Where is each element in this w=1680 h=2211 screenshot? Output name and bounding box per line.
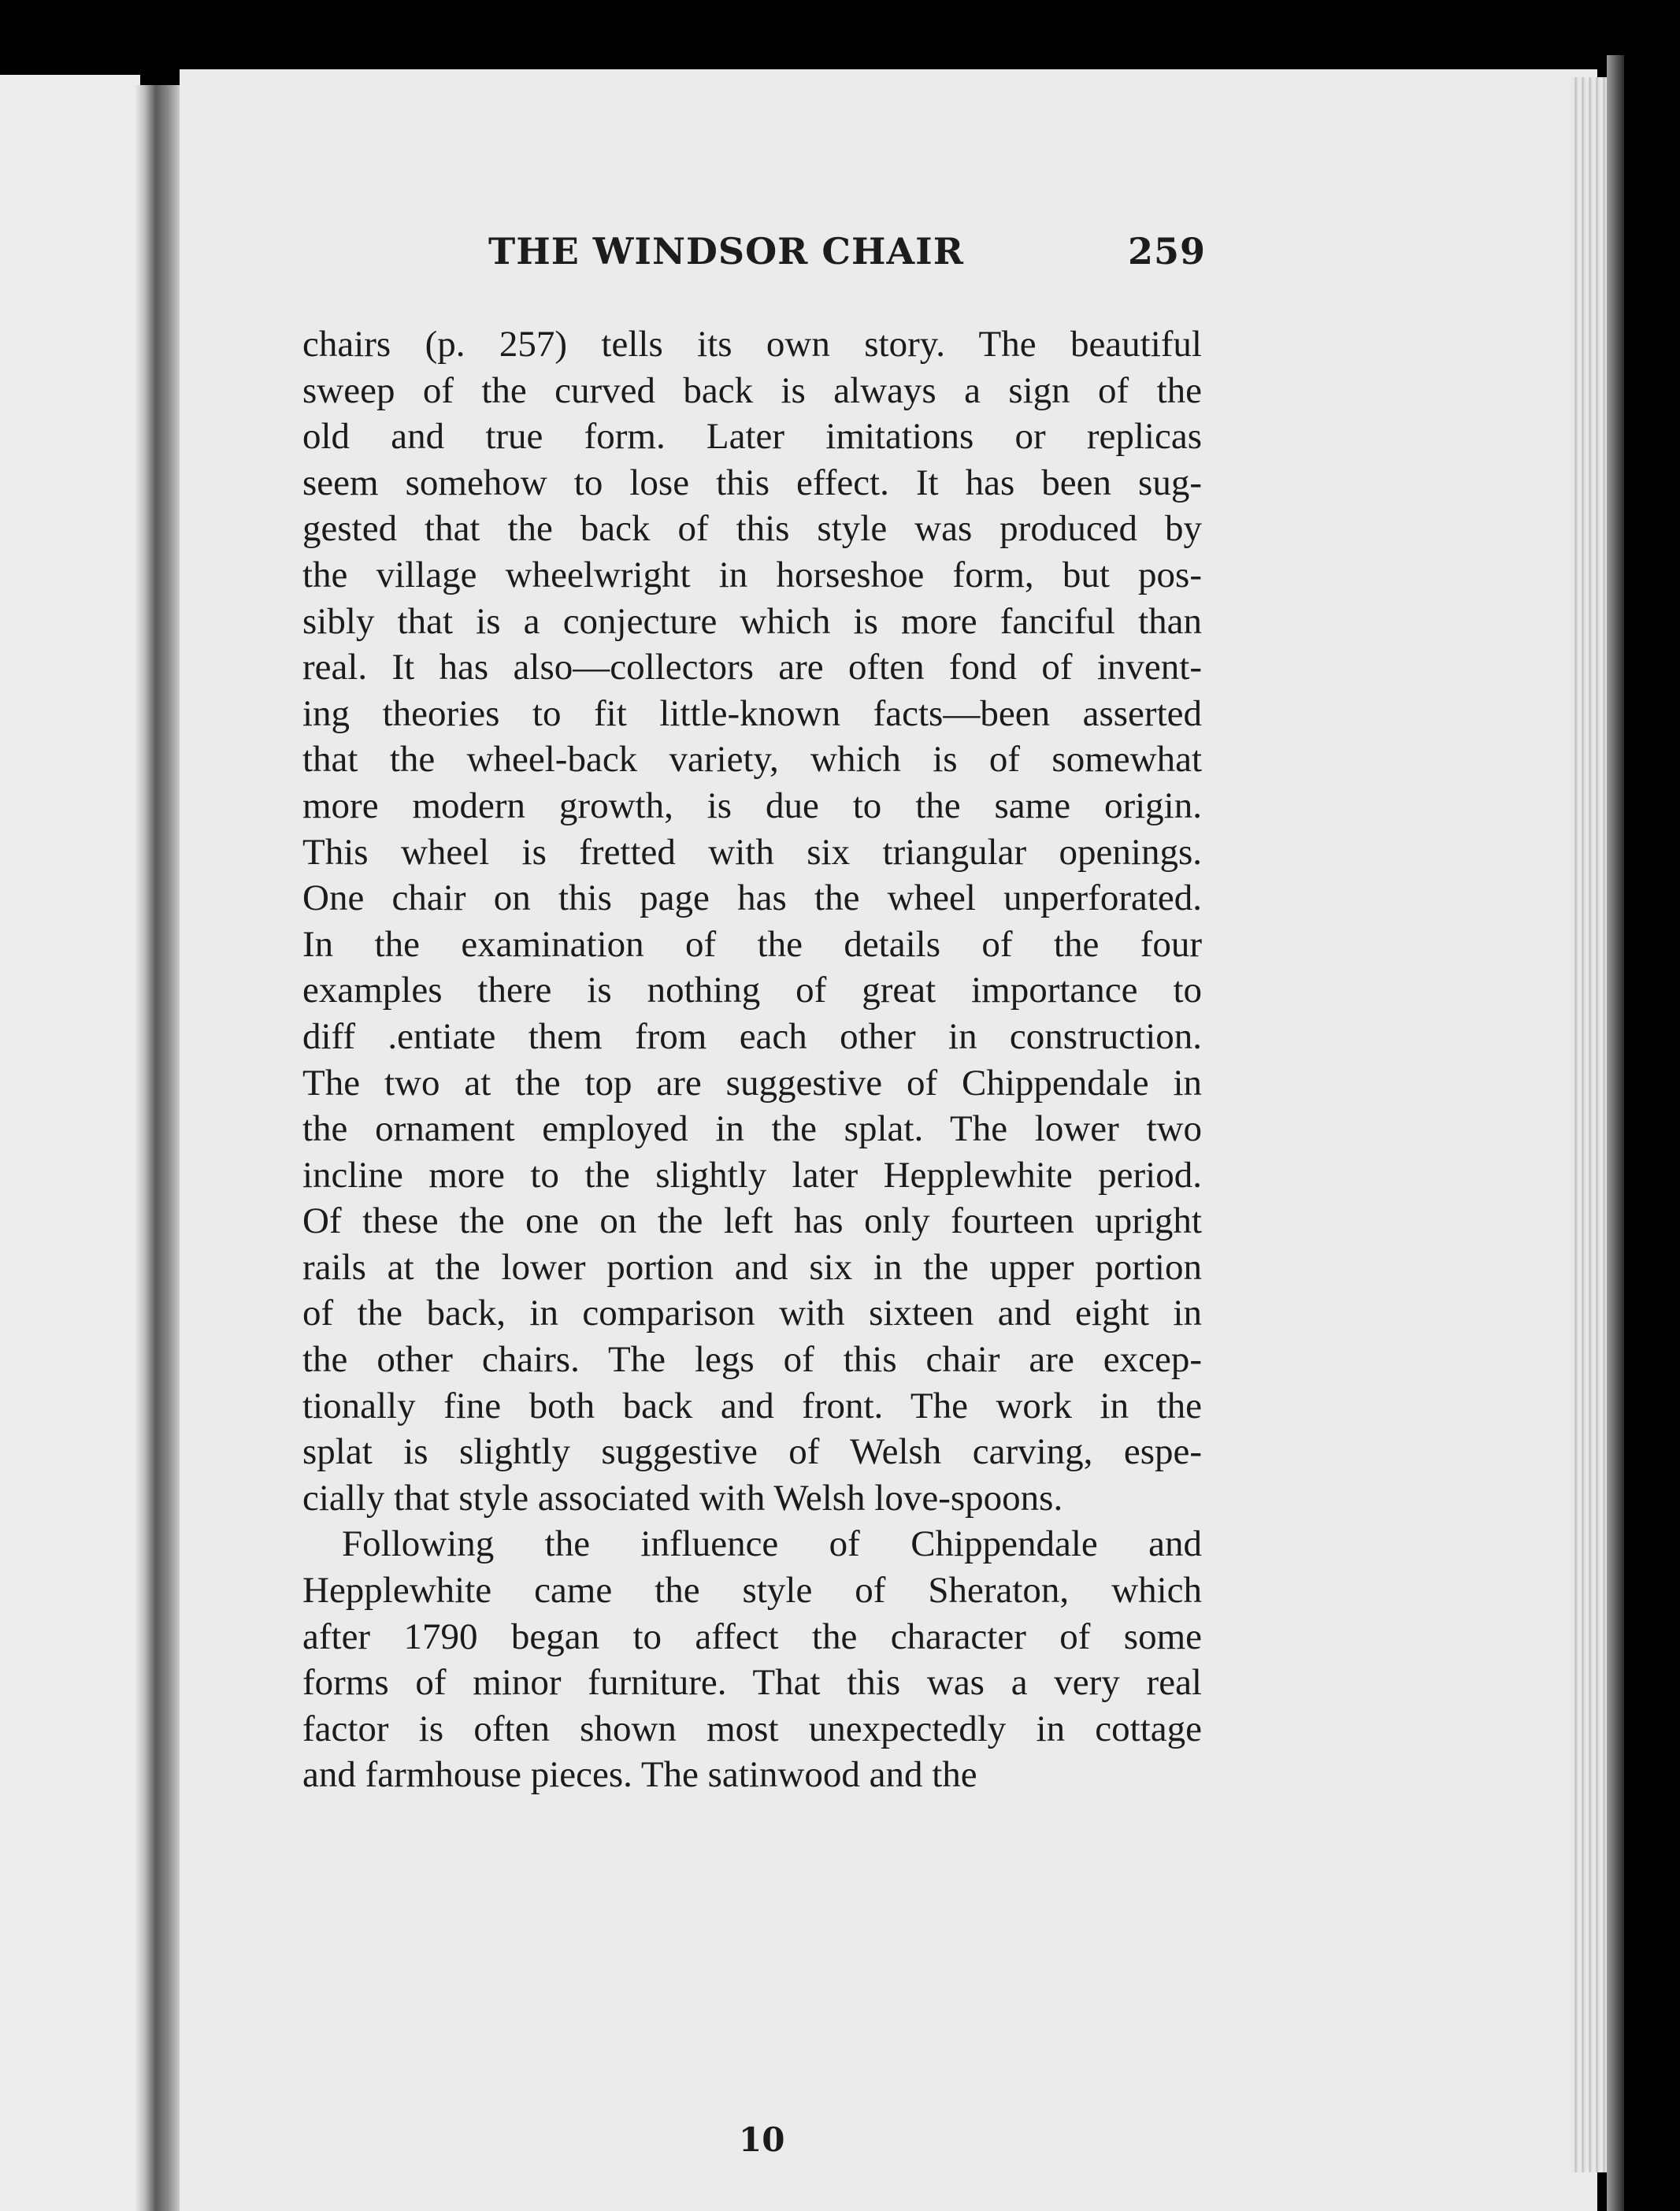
- page-edge-shadow: [1607, 55, 1624, 2211]
- paragraph: [302, 1521, 1202, 1798]
- signature-mark-text: 10: [739, 2120, 785, 2159]
- text-line: and farmhouse pieces. The satinwood and the: [302, 1754, 977, 1796]
- text-line: This wheel is fretted with six triangular openings.: [302, 831, 1202, 873]
- text-line: the other chairs. The legs of this chair are excep-: [302, 1339, 1202, 1381]
- left-page-edge: [0, 75, 140, 2211]
- text-line: cially that style associated with Welsh love-spoons.: [302, 1477, 1063, 1519]
- text-line: Following the influence of Chippendale and: [342, 1523, 1202, 1565]
- text-line: The two at the top are suggestive of Chippendale in: [302, 1062, 1202, 1104]
- text-line: chairs (p. 257) tells its own story. The beautiful: [302, 324, 1202, 365]
- text-line: that the wheel-back variety, which is of somewhat: [302, 739, 1202, 781]
- text-line: In the examination of the details of the four: [302, 923, 1202, 965]
- running-title: THE WINDSOR CHAIR: [488, 230, 964, 273]
- text-line: after 1790 began to affect the character of some: [302, 1616, 1202, 1657]
- text-line: ing theories to fit little-known facts—been asserted: [302, 692, 1202, 734]
- text-line: Hepplewhite came the style of Sheraton, which: [302, 1570, 1202, 1612]
- text-line: diff .entiate them from each other in construction.: [302, 1015, 1202, 1057]
- book-gutter: [134, 85, 183, 2211]
- text-line: incline more to the slightly later Hepplewhite period.: [302, 1154, 1202, 1196]
- text-line: gested that the back of this style was produced by: [302, 508, 1202, 550]
- text-line: of the back, in comparison with sixteen and eight in: [302, 1293, 1202, 1334]
- text-line: real. It has also—collectors are often fond of invent-: [302, 647, 1202, 688]
- text-line: more modern growth, is due to the same origin.: [302, 785, 1202, 826]
- text-line: old and true form. Later imitations or replicas: [302, 416, 1202, 458]
- running-head: [488, 230, 1207, 285]
- text-line: examples there is nothing of great importance to: [302, 970, 1202, 1011]
- text-line: sweep of the curved back is always a sign of the: [302, 369, 1202, 411]
- text-line: Of these the one on the left has only fourteen upright: [302, 1200, 1202, 1242]
- text-line: forms of minor furniture. That this was a very real: [302, 1662, 1202, 1704]
- text-line: One chair on this page has the wheel unperforated.: [302, 877, 1202, 919]
- text-line: splat is slightly suggestive of Welsh carving, espe-: [302, 1431, 1202, 1473]
- text-line: the village wheelwright in horseshoe form, but pos-: [302, 554, 1202, 595]
- text-line: the ornament employed in the splat. The lower two: [302, 1108, 1202, 1150]
- paragraph: [302, 321, 1202, 1521]
- text-line: factor is often shown most unexpectedly in cottage: [302, 1708, 1202, 1749]
- page-number: 259: [1128, 230, 1207, 273]
- text-line: tionally fine both back and front. The work in the: [302, 1385, 1202, 1426]
- text-line: rails at the lower portion and six in the upper portion: [302, 1246, 1202, 1288]
- text-line: seem somehow to lose this effect. It has been sug-: [302, 462, 1202, 503]
- text-line: sibly that is a conjecture which is more fanciful than: [302, 600, 1202, 642]
- body-text: [302, 321, 1202, 2159]
